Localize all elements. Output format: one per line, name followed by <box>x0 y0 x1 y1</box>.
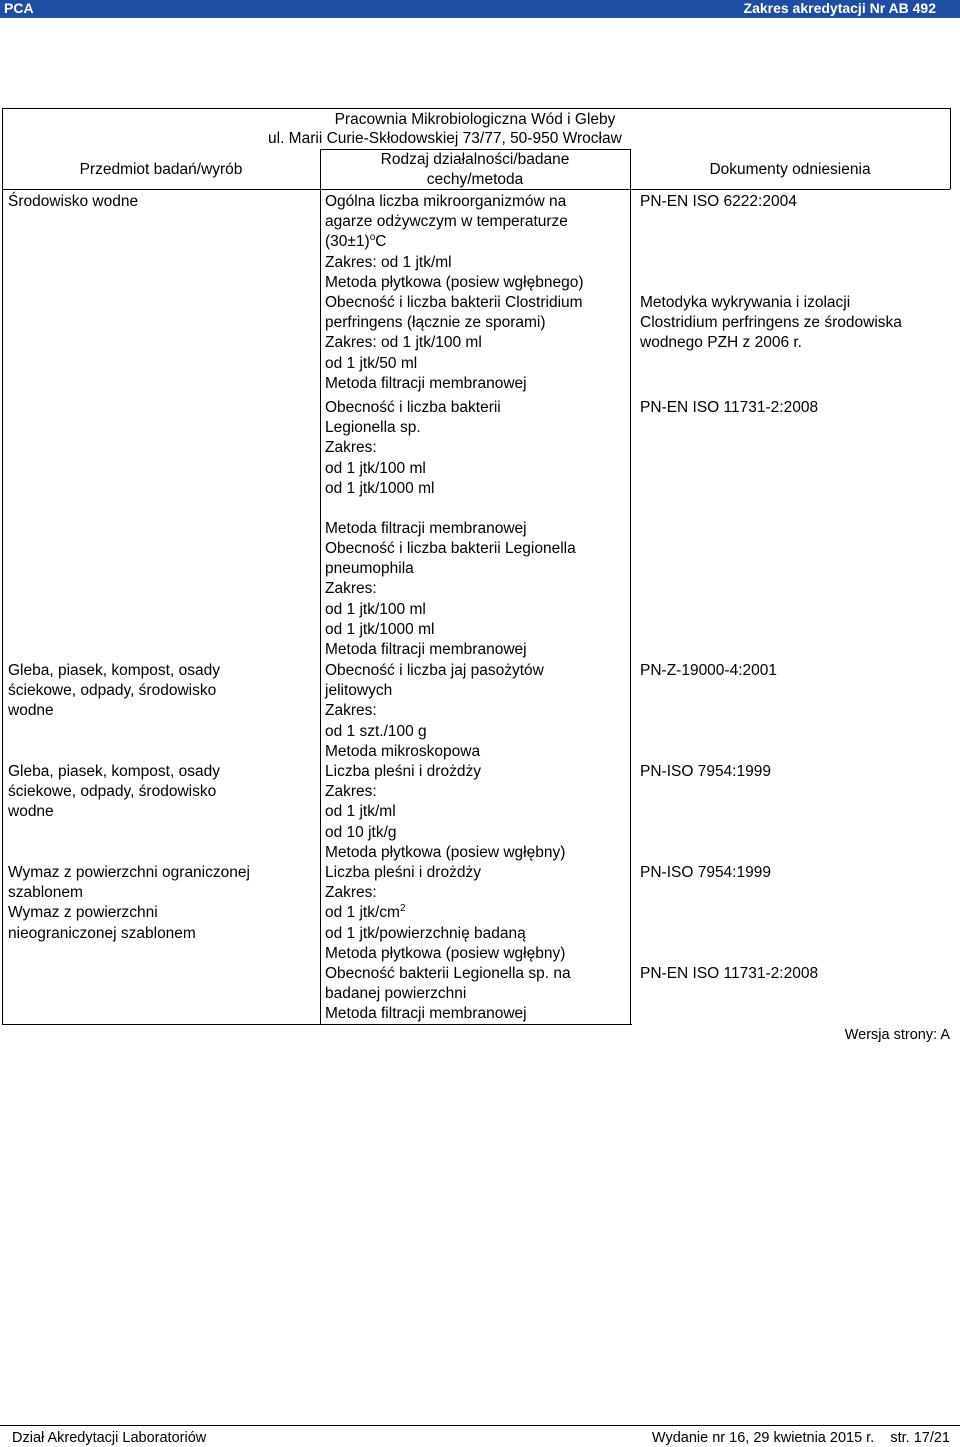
row-8-document: PN-EN ISO 11731-2:2008 <box>640 965 819 982</box>
table-right-border <box>950 108 951 189</box>
row-5-document: PN-Z-19000-4:2001 <box>640 662 777 679</box>
row-4-activity: Obecność i liczba bakterii Legionella pneumophila Zakres: od 1 jtk/100 ml od 1 jtk/1000 ml Metoda filtracji membranowej <box>325 540 576 659</box>
page-footer <box>0 1429 960 1447</box>
table-left-border <box>2 108 3 1025</box>
row-7-subject: Wymaz z powierzchni ograniczonej szablonem Wymaz z powierzchni nieograniczonej szablonem <box>8 864 250 942</box>
column-header-documents: Dokumenty odniesienia <box>709 161 871 178</box>
org-label: PCA <box>4 0 34 16</box>
page-version: Wersja strony: A <box>844 1027 950 1043</box>
row-6-subject: Gleba, piasek, kompost, osady ściekowe, odpady, środowisko wodne <box>8 763 220 821</box>
row-6-document: PN-ISO 7954:1999 <box>640 763 771 780</box>
accreditation-number: Zakres akredytacji Nr AB 492 <box>743 0 936 16</box>
column-header-subject: Przedmiot badań/wyrób <box>79 161 243 178</box>
row-1-document: PN-EN ISO 6222:2004 <box>640 193 797 210</box>
row-2-document: Metodyka wykrywania i izolacji Clostridium perfringens ze środowiska wodnego PZH z 2006 r. <box>640 294 902 352</box>
row-1-activity: Ogólna liczba mikroorganizmów na agarze odżywczym w temperaturze $(30\pm 1)^oC$ Zakres: od 1 jtk/ml Metoda płytkowa (posiew wgłębnego) <box>325 193 584 291</box>
row-7-document: PN-ISO 7954:1999 <box>640 864 771 881</box>
footer-department: Dział Akredytacji Laboratoriów <box>12 1430 207 1446</box>
footer-rule <box>0 1425 960 1426</box>
row-6-activity: Liczba pleśni i drożdży Zakres: od 1 jtk/ml od 10 jtk/g Metoda płytkowa (posiew wgłębny) <box>325 763 566 861</box>
row-7-activity: Liczba pleśni i drożdży Zakres: od 1 jtk/$cm^2$ od 1 jtk/powierzchnię badaną Metoda płytkowa (posiew wgłębny) <box>325 864 566 962</box>
footer-edition: Wydanie nr 16, 29 kwietnia 2015 r. str. 17/21 <box>651 1430 950 1446</box>
column-divider-2 <box>630 149 631 1025</box>
row-2-activity: Obecność i liczba bakterii Clostridium perfringens (łącznie ze sporami) Zakres: od 1 jtk/100 ml od 1 jtk/50 ml Metoda filtracji membranowej <box>325 294 583 392</box>
row-5-subject: Gleba, piasek, kompost, osady ściekowe, odpady, środowisko wodne <box>8 662 220 720</box>
row-3-document: PN-EN ISO 11731-2:2008 <box>640 399 819 416</box>
lab-name: Pracownia Mikrobiologiczna Wód i Gleby <box>334 111 616 128</box>
column-header-activity: Rodzaj działalności/badane cechy/metoda <box>380 151 570 189</box>
row-5-activity: Obecność i liczba jaj pasożytów jelitowych Zakres: od 1 szt./100 g Metoda mikroskopowa <box>325 662 544 760</box>
row-8-activity: Obecność bakterii Legionella sp. na badanej powierzchni Metoda filtracji membranowej <box>325 965 571 1023</box>
lab-address: ul. Marii Curie-Skłodowskiej 73/77, 50-950 Wrocław <box>268 130 622 147</box>
table-top-border <box>2 108 950 109</box>
column-divider-1 <box>320 149 321 1025</box>
row-1-subject: Środowisko wodne <box>8 193 139 210</box>
row-3-activity: Obecność i liczba bakterii Legionella sp. Zakres: od 1 jtk/100 ml od 1 jtk/1000 ml Metoda filtracji membranowej <box>325 399 527 538</box>
